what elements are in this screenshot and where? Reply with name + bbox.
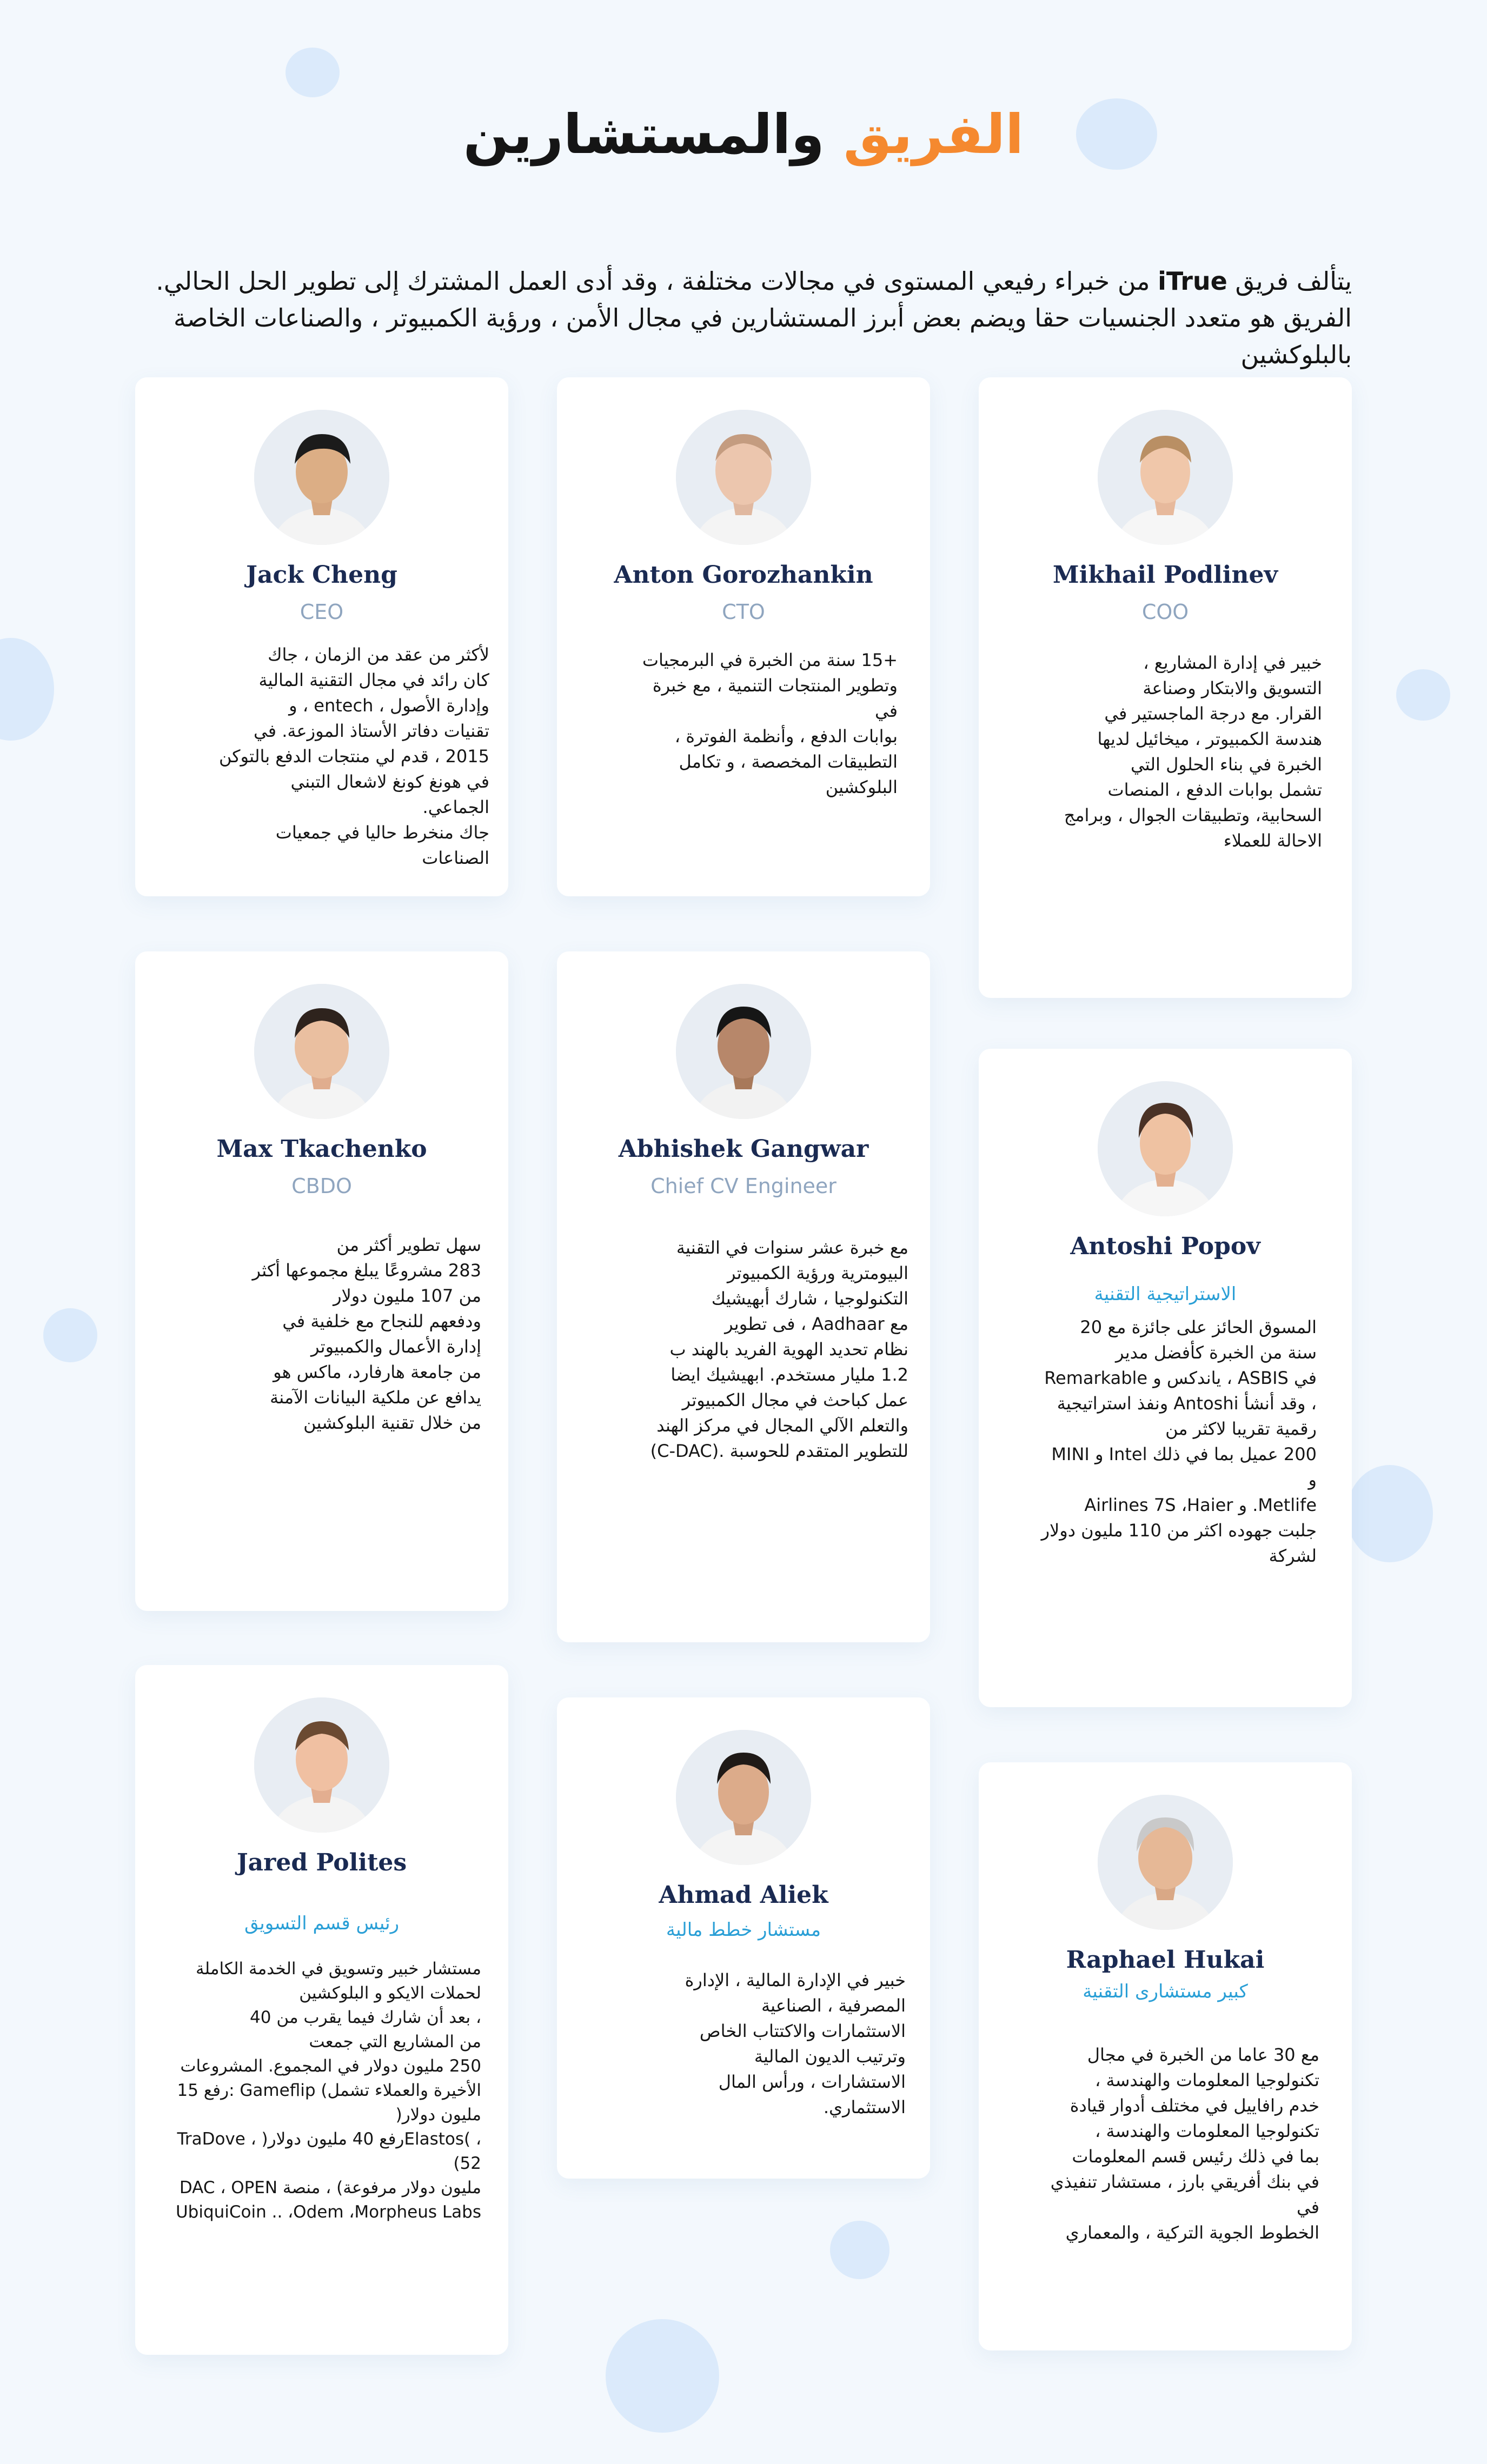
intro-rest: من خبراء رفيعي المستوى في مجالات مختلفة ، وقد أدى العمل المشترك إلى تطوير الحل الحالي. الفريق هو متعدد الجنسيات حقا ويضم بعض أبرز المستشارين في مجال الأمن ، ورؤية الكمبيوتر ، والصناعات الخاصة بالبلوكشين (156, 267, 1352, 369)
member-bio: مع خبرة عشر سنوات في التقنية البيومترية ورؤية الكمبيوتر التكنولوجيا ، شارك أبهيشيك مع Aadhaar ، فى تطوير نظام تحديد الهوية الفريد بالهند ب 1.2 مليار مستخدم. ابهيشيك ايضا عمل كباحث في مجال الكمبيوتر والتعلم الآلي المجال في مركز الهند للتطوير المتقدم للحوسبة .(C-DAC) (650, 1237, 908, 1461)
avatar (254, 1697, 389, 1833)
member-bio: +15 سنة من الخبرة في البرمجيات وتطوير المنتجات التنمية ، مع خبرة في بوابات الدفع ، وأنظمة الفوترة ، التطبيقات المخصصة ، و تكامل البلوكشين (642, 650, 898, 797)
decorative-blob (830, 2221, 889, 2279)
decorative-blob (286, 48, 340, 97)
member-name: Ahmad Aliek (659, 1881, 828, 1909)
member-role: COO (1141, 600, 1189, 624)
avatar (254, 984, 389, 1119)
avatar (1098, 1081, 1233, 1216)
member-role: Chief CV Engineer (650, 1174, 837, 1198)
member-bio: سهل تطوير أكثر من 283 مشروعًا يبلغ مجموعها أكثر من 107 مليون دولار ودفعهم للنجاح مع خلفية في إدارة الأعمال والكمبيوتر من جامعة هارفارد، ماكس هو يدافع عن ملكية البيانات الآمنة من خلال تقنية البلوكشين (252, 1235, 481, 1433)
avatar (676, 984, 811, 1119)
team-card (557, 1697, 930, 2179)
member-role: CBDO (291, 1174, 352, 1198)
title-rest: والمستشارين (463, 103, 825, 166)
avatar (1098, 1795, 1233, 1930)
team-card (135, 951, 508, 1611)
decorative-blob (606, 2319, 719, 2433)
avatar (676, 1730, 811, 1865)
team-card (135, 377, 508, 896)
team-card (979, 1762, 1352, 2350)
member-bio: مع 30 عاما من الخبرة في مجال تكنولوجيا المعلومات والهندسة ، خدم رافاييل في مختلف أدوار قيادة تكنولوجيا المعلومات والهندسة ، بما في ذلك رئيس قسم المعلومات في بنك أفريقي بارز ، مستشار تنفيذي في الخطوط الجوية التركية ، والمعماري (1050, 2045, 1319, 2243)
intro-prefix: يتألف فريق (1235, 267, 1352, 296)
member-role: CEO (300, 600, 344, 624)
member-bio: خبير في الإدارة المالية ، الإدارة المصرفية ، الصناعية الاستثمارات والاكتتاب الخاص وترتيب الديون المالية الاستشارات ، ورأس المال الاستثماري. (685, 1970, 906, 2117)
member-name: Abhishek Gangwar (618, 1135, 869, 1163)
member-bio: مستشار خبير وتسويق في الخدمة الكاملة لحملات الايكو و البلوكشين ، بعد أن شارك فيما يقرب من 40 من المشاريع التي جمعت 250 مليون دولار في المجموع. المشروعات الأخيرة والعملاء تشمل) Gameflip :رفع 15 مليون دولار( ، )Elastosرفع 40 مليون دولار( ، TraDove 52) مليون دولار مرفوعة) ، منصة DAC ، OPEN UbiquiCoin .. ،Odem ،Morpheus Labs (175, 1959, 481, 2222)
decorative-blob (1346, 1465, 1433, 1562)
title-accent: الفريق (843, 103, 1024, 166)
avatar (1098, 410, 1233, 545)
team-card (135, 1665, 508, 2355)
decorative-blob (1396, 669, 1450, 721)
member-name: Raphael Hukai (1066, 1946, 1265, 1974)
decorative-blob (43, 1308, 97, 1362)
member-role: رئيس قسم التسويق (244, 1913, 400, 1934)
member-name: Max Tkachenko (216, 1135, 427, 1163)
team-card (557, 377, 930, 896)
member-name: Anton Gorozhankin (614, 561, 873, 589)
member-name: Antoshi Popov (1070, 1233, 1260, 1260)
member-role: CTO (722, 600, 765, 624)
member-role: الاستراتيجية التقنية (1094, 1283, 1237, 1305)
intro-brand: iTrue (1158, 267, 1227, 296)
avatar (676, 410, 811, 545)
member-name: Jared Polites (236, 1849, 407, 1876)
member-role: مستشار خطط مالية (666, 1919, 821, 1941)
member-name: Jack Cheng (246, 561, 397, 589)
team-card (979, 377, 1352, 998)
intro-paragraph (146, 263, 1352, 373)
avatar (254, 410, 389, 545)
member-role: كبير مستشارى التقنية (1083, 1981, 1248, 2002)
team-card (557, 951, 930, 1642)
member-bio: لأكثر من عقد من الزمان ، جاك كان رائد في مجال التقنية المالية وإدارة الأصول ، entech ، و تقنيات دفاتر الأستاذ الموزعة. في 2015 ، قدم لي منتجات الدفع بالتوكن في هونغ كونغ لاشعال التبني الجماعي. جاك منخرط حاليا في جمعيات الصناعات (218, 644, 489, 868)
member-name: Mikhail Podlinev (1052, 561, 1278, 589)
page-title (0, 103, 1487, 166)
member-bio: المسوق الحائز على جائزة مع 20 سنة من الخبرة كأفضل مدير في ASBIS ، ياندكس و Remarkable ، وقد أنشأ Antoshi ونفذ استراتيجية رقمية تقريبا لاكثر من 200 عميل بما في ذلك Intel و MINI و Metlife. و Airlines 7S ،Haier جلبت جهوده اكثر من 110 مليون دولار لشركة (1041, 1317, 1317, 1566)
member-bio: خبير في إدارة المشاريع ، التسويق والابتكار وصناعة القرار. مع درجة الماجستير في هندسة الكمبيوتر ، ميخائيل لديها الخبرة في بناء الحلول التي تشمل بوابات الدفع ، المنصات السحابية، وتطبيقات الجوال ، وبرامج الاحالة للعملاء (1064, 652, 1322, 851)
decorative-blob (0, 638, 54, 741)
team-card (979, 1049, 1352, 1707)
